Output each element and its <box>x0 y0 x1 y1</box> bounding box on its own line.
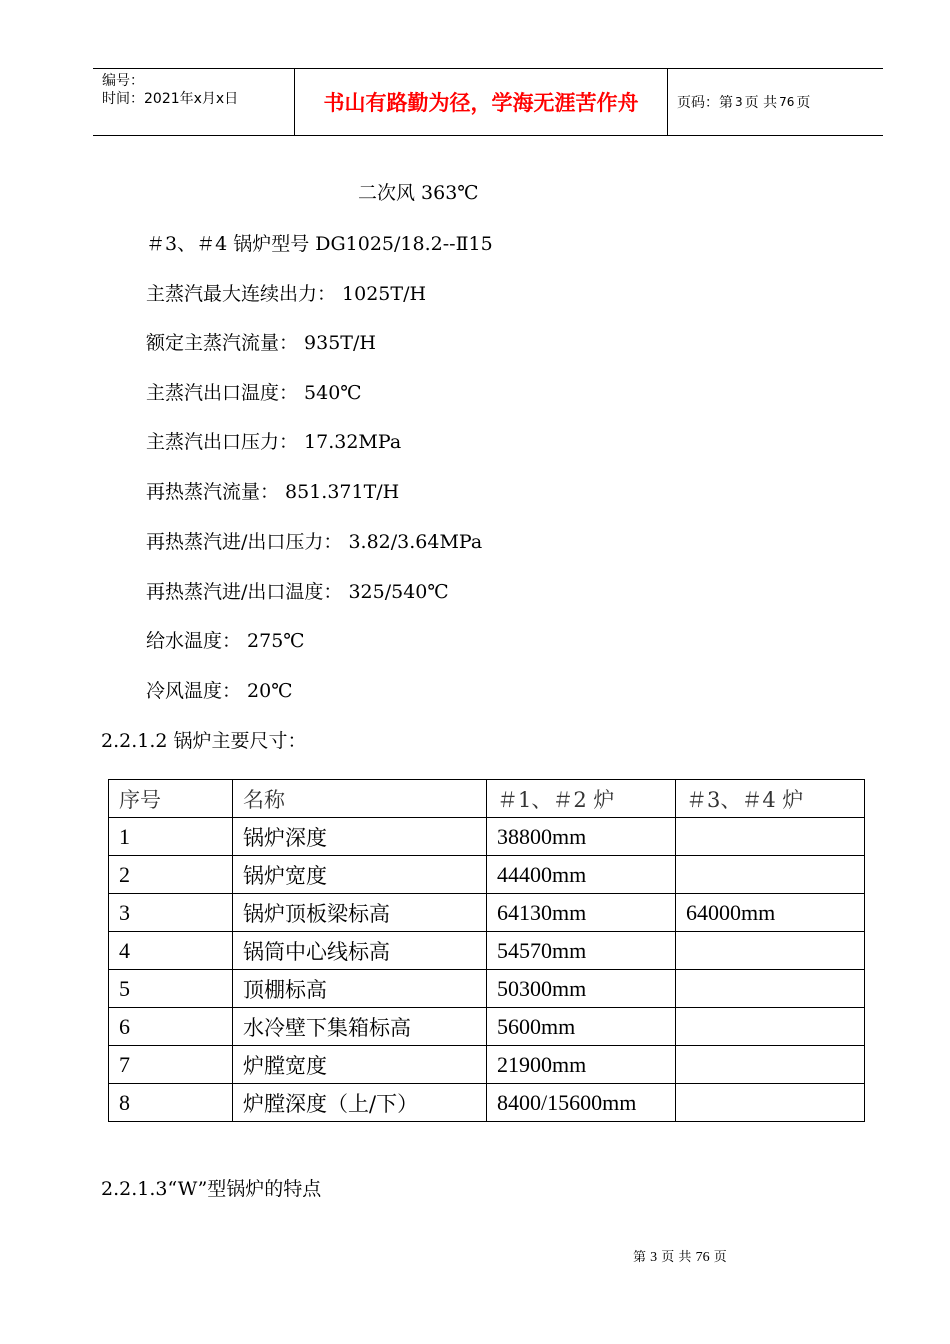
table-cell: 3 <box>109 894 233 932</box>
header-page-prefix: 页码：第 <box>677 95 733 111</box>
secondary-air-temp: 二次风 363℃ <box>358 182 479 204</box>
table-row <box>109 1046 865 1084</box>
table-cell: 64000mm <box>676 894 865 932</box>
table-cell: 50300mm <box>487 970 676 1008</box>
table-cell: 54570mm <box>487 932 676 970</box>
table-cell: 水冷壁下集箱标高 <box>233 1008 487 1046</box>
table-row <box>109 932 865 970</box>
table-cell: 2 <box>109 856 233 894</box>
spec-line: 再热蒸汽进/出口温度： 325/540℃ <box>146 581 449 603</box>
header-divider <box>667 69 668 135</box>
table-cell <box>676 970 865 1008</box>
header-motto: 书山有路勤为径，学海无涯苦作舟 <box>323 91 639 115</box>
spec-line: 主蒸汽出口压力： 17.32MPa <box>146 431 402 453</box>
table-cell: 锅炉顶板梁标高 <box>233 894 487 932</box>
table-row <box>109 856 865 894</box>
table-cell <box>676 818 865 856</box>
table-header-cell: 序号 <box>109 780 233 818</box>
table-cell: 8400/15600mm <box>487 1084 676 1122</box>
boiler-model: ＃3、＃4 锅炉型号 DG1025/18.2--Ⅱ15 <box>146 233 493 255</box>
spec-line: 再热蒸汽流量： 851.371T/H <box>146 481 400 503</box>
footer-prefix: 第 <box>633 1250 647 1265</box>
header-meta <box>102 69 302 135</box>
header-page-number: 3 <box>735 95 743 109</box>
table-cell: 4 <box>109 932 233 970</box>
table-row <box>109 1084 865 1122</box>
table-row <box>109 1008 865 1046</box>
header-page-info <box>677 69 883 135</box>
section-heading-w-boiler: 2.2.1.3“W”型锅炉的特点 <box>101 1178 322 1200</box>
table-cell: 顶棚标高 <box>233 970 487 1008</box>
table-cell <box>676 856 865 894</box>
footer-page-total: 76 <box>695 1250 710 1265</box>
table-cell: 锅筒中心线标高 <box>233 932 487 970</box>
footer-page-number: 3 <box>650 1250 658 1265</box>
table-cell <box>676 1008 865 1046</box>
table-cell: 44400mm <box>487 856 676 894</box>
table-cell: 21900mm <box>487 1046 676 1084</box>
page-header <box>93 68 883 136</box>
table-cell <box>676 932 865 970</box>
table-cell: 5 <box>109 970 233 1008</box>
table-row <box>109 818 865 856</box>
footer-suffix: 页 <box>713 1250 727 1265</box>
header-page-total: 76 <box>779 95 795 109</box>
header-page-mid: 页 共 <box>744 95 778 111</box>
table-cell: 1 <box>109 818 233 856</box>
spec-line: 主蒸汽出口温度： 540℃ <box>146 382 362 404</box>
table-cell: 锅炉深度 <box>233 818 487 856</box>
table-row <box>109 894 865 932</box>
boiler-dimensions-table <box>108 779 865 1122</box>
header-date: 时间：2021年x月x日 <box>102 91 239 107</box>
table-header-cell: ＃3、＃4 炉 <box>676 780 865 818</box>
page-footer <box>633 1246 727 1266</box>
footer-mid: 页 共 <box>661 1250 692 1265</box>
table-header-row <box>109 780 865 818</box>
table-cell: 炉膛深度（上/下） <box>233 1084 487 1122</box>
table-cell: 5600mm <box>487 1008 676 1046</box>
spec-line: 额定主蒸汽流量： 935T/H <box>146 332 376 354</box>
table-cell: 38800mm <box>487 818 676 856</box>
header-number-label: 编号： <box>102 73 144 89</box>
spec-line: 冷风温度： 20℃ <box>146 680 293 702</box>
table-cell: 6 <box>109 1008 233 1046</box>
spec-line: 给水温度： 275℃ <box>146 630 305 652</box>
table-cell: 炉膛宽度 <box>233 1046 487 1084</box>
spec-line: 再热蒸汽进/出口压力： 3.82/3.64MPa <box>146 531 483 553</box>
table-cell: 锅炉宽度 <box>233 856 487 894</box>
spec-line: 主蒸汽最大连续出力： 1025T/H <box>146 283 427 305</box>
section-heading-dimensions: 2.2.1.2 锅炉主要尺寸： <box>101 730 307 752</box>
table-cell: 64130mm <box>487 894 676 932</box>
table-row <box>109 970 865 1008</box>
table-header-cell: 名称 <box>233 780 487 818</box>
table-cell: 7 <box>109 1046 233 1084</box>
table-cell <box>676 1084 865 1122</box>
table-header-cell: ＃1、＃2 炉 <box>487 780 676 818</box>
header-page-suffix: 页 <box>796 95 811 111</box>
table-cell <box>676 1046 865 1084</box>
table-cell: 8 <box>109 1084 233 1122</box>
